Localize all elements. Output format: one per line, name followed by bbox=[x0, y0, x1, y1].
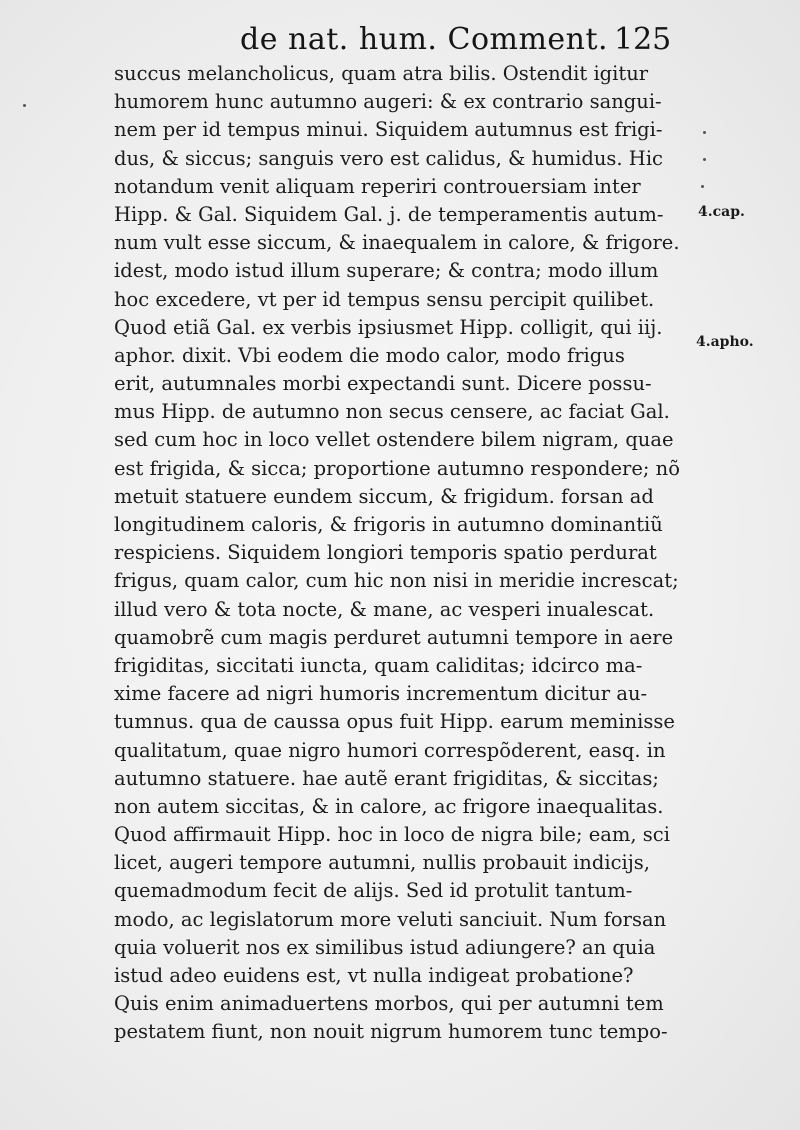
text-line: Quis enim animaduertens morbos, qui per autumni tem bbox=[114, 992, 664, 1016]
text-line: Hipp. & Gal. Siquidem Gal. j. de temperamentis autum- bbox=[114, 202, 664, 226]
text-line: illud vero & tota nocte, & mane, ac vesperi inualescat. bbox=[114, 597, 655, 621]
text-line: modo, ac legislatorum more veluti sanciuit. Num forsan bbox=[114, 907, 667, 931]
text-line: dus, & siccus; sanguis vero est calidus, & humidus. Hic bbox=[114, 146, 663, 170]
bleed-through-mark bbox=[703, 131, 706, 134]
text-line: non autem siccitas, & in calore, ac frigore inaequalitas. bbox=[114, 794, 664, 818]
text-line: metuit statuere eundem siccum, & frigidum. forsan ad bbox=[114, 484, 654, 508]
bleed-through-mark bbox=[701, 185, 704, 188]
text-line: tumnus. qua de caussa opus fuit Hipp. earum meminisse bbox=[114, 710, 675, 734]
text-line: mus Hipp. de autumno non secus censere, ac faciat Gal. bbox=[114, 400, 670, 424]
text-line: sed cum hoc in loco vellet ostendere bilem nigram, quae bbox=[114, 428, 674, 452]
marginal-note-apho: 4.apho. bbox=[696, 334, 754, 350]
text-line: notandum venit aliquam reperiri controuersiam inter bbox=[114, 174, 641, 198]
text-line: xime facere ad nigri humoris incrementum dicitur au- bbox=[114, 682, 648, 706]
bleed-through-mark bbox=[23, 104, 26, 107]
text-line: pestatem fiunt, non nouit nigrum humorem tunc tempo- bbox=[114, 1020, 668, 1044]
text-line: Quod etiã Gal. ex verbis ipsiusmet Hipp. colligit, qui iij. bbox=[114, 315, 663, 339]
text-line: longitudinem caloris, & frigoris in autumno dominantiũ bbox=[114, 513, 663, 536]
text-line: hoc excedere, vt per id tempus sensu percipit quilibet. bbox=[114, 287, 655, 311]
text-line: respiciens. Siquidem longiori temporis spatio perdurat bbox=[114, 541, 657, 565]
marginal-note-cap: 4.cap. bbox=[698, 204, 745, 220]
text-line: est frigida, & sicca; proportione autumno respondere; nõ bbox=[114, 456, 680, 480]
text-line: succus melancholicus, quam atra bilis. Ostendit igitur bbox=[114, 62, 649, 85]
text-line: aphor. dixit. Vbi eodem die modo calor, modo frigus bbox=[114, 343, 625, 367]
text-line: quemadmodum fecit de alijs. Sed id protulit tantum- bbox=[114, 879, 633, 903]
text-line: frigus, quam calor, cum hic non nisi in meridie increscat; bbox=[114, 569, 679, 593]
page-number: 125 bbox=[614, 22, 672, 57]
bleed-through-mark bbox=[703, 158, 706, 161]
text-line: quamobrẽ cum magis perduret autumni tempore in aere bbox=[114, 625, 674, 649]
text-line: istud adeo euidens est, vt nulla indigeat probatione? bbox=[114, 964, 634, 987]
text-line: frigiditas, siccitati iuncta, quam caliditas; idcirco ma- bbox=[114, 653, 643, 677]
text-line: licet, augeri tempore autumni, nullis probauit indicijs, bbox=[114, 851, 650, 875]
text-line: idest, modo istud illum superare; & contra; modo illum bbox=[114, 259, 659, 283]
text-line: qualitatum, quae nigro humori correspõderent, easq. in bbox=[114, 738, 666, 762]
main-text-block bbox=[114, 60, 694, 1047]
text-line: nem per id tempus minui. Siquidem autumnus est frigi- bbox=[114, 118, 663, 142]
text-line: erit, autumnales morbi expectandi sunt. Dicere possu- bbox=[114, 372, 652, 396]
text-line: humorem hunc autumno augeri: & ex contrario sangui- bbox=[114, 90, 662, 114]
running-head: de nat. hum. Comment. bbox=[240, 22, 609, 57]
text-line: quia voluerit nos ex similibus istud adiungere? an quia bbox=[114, 935, 656, 959]
text-line: autumno statuere. hae autẽ erant frigiditas, & siccitas; bbox=[114, 766, 659, 790]
text-line: num vult esse siccum, & inaequalem in calore, & frigore. bbox=[114, 231, 680, 255]
text-line: Quod affirmauit Hipp. hoc in loco de nigra bile; eam, sci bbox=[114, 823, 670, 847]
